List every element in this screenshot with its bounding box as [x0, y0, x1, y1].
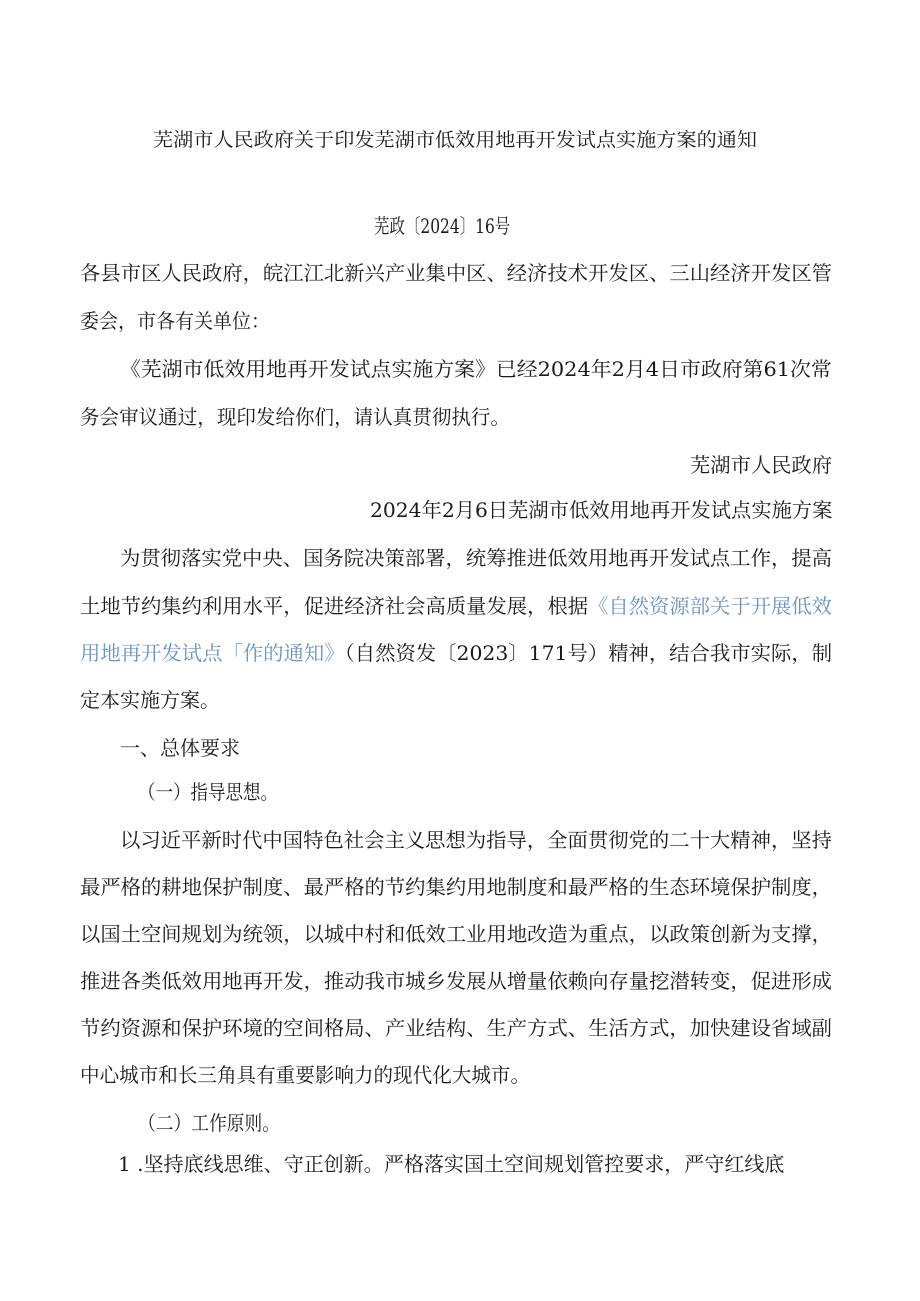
preface-text: 土地节约集约利用水平，促进经济社会高质量发展，根据 [80, 594, 589, 618]
preface-text: （自然资发〔2023〕171号）精神，结合我市实际，制 [344, 641, 833, 665]
preface-line-2 [80, 592, 832, 620]
principle-item-1: 1 .坚持底线思维、守正创新。严格落实国土空间规划管控要求，严守红线底 [118, 1152, 785, 1176]
document-title: 芜湖市人民政府关于印发芜湖市低效用地再开发试点实施方案的通知 [153, 129, 757, 151]
intro-line-2: 务会审议通过，现印发给你们，请认真贯彻执行。 [80, 405, 511, 429]
document-number: 芜政〔2024〕16号 [374, 214, 511, 238]
intro-line-1: 《芜湖市低效用地再开发试点实施方案》已经2024年2月4日市政府第61次常 [120, 357, 832, 381]
body-line-3: 以国土空间规划为统领，以城中村和低效工业用地改造为重点，以政策创新为支撑， [80, 922, 832, 946]
salutation-line-1: 各县市区人民政府，皖江江北新兴产业集中区、经济技术开发区、三山经济开发区管 [80, 261, 832, 285]
body-line-6: 中心城市和长三角具有重要影响力的现代化大城市。 [80, 1063, 531, 1087]
preface-line-4: 定本实施方案。 [80, 688, 220, 712]
body-line-1: 以习近平新时代中国特色社会主义思想为指导，全面贯彻党的二十大精神，坚持 [120, 828, 832, 852]
regulation-link[interactable]: 《自然资源部关于开展低效 [588, 594, 832, 618]
subsection-heading: （二）工作原则。 [138, 1111, 280, 1135]
salutation-line-2: 委会，市各有关单位： [80, 309, 270, 333]
subsection-heading: （一）指导思想。 [138, 780, 278, 804]
regulation-link-continued[interactable]: 用地再开发试点「作的通知》 [80, 641, 345, 665]
signature-issuer: 芜湖市人民政府 [690, 453, 833, 477]
preface-line-3 [80, 639, 832, 667]
section-heading: 一、总体要求 [120, 736, 240, 760]
body-line-2: 最严格的耕地保护制度、最严格的节约集约用地制度和最严格的生态环境保护制度， [80, 875, 832, 899]
body-line-5: 节约资源和保护环境的空间格局、产业结构、生产方式、生活方式，加快建设省域副 [80, 1016, 832, 1040]
preface-line-1: 为贯彻落实党中央、国务院决策部署，统筹推进低效用地再开发试点工作，提高 [120, 546, 832, 570]
body-line-4: 推进各类低效用地再开发，推动我市城乡发展从增量依赖向存量挖潜转变，促进形成 [80, 969, 832, 993]
signature-date-and-heading: 2024年2月6日芜湖市低效用地再开发试点实施方案 [370, 498, 833, 522]
